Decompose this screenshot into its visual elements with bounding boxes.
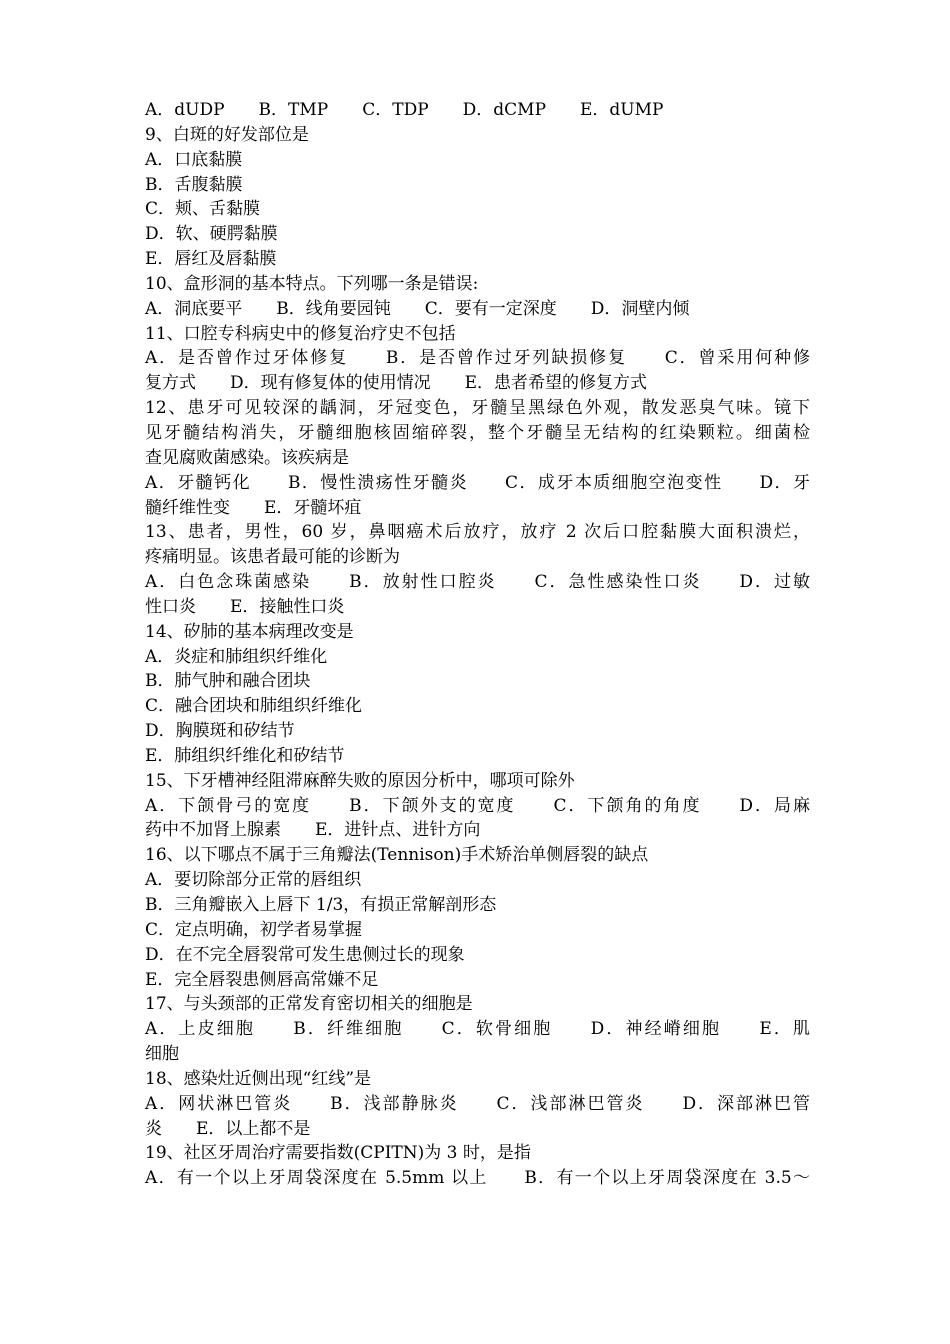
text-line: 疼痛明显。该患者最可能的诊断为 <box>145 547 400 568</box>
text-line: 17、与头颈部的正常发育密切相关的细胞是 <box>145 994 473 1015</box>
text-line: A．上皮细胞 B．纤维细胞 C．软骨细胞 D．神经嵴细胞 E．肌 <box>145 1019 810 1040</box>
text-line: 18、感染灶近侧出现“红线”是 <box>145 1068 372 1089</box>
text-line: 髓纤维性变 E．牙髓坏疽 <box>145 497 362 518</box>
text-line: 细胞 <box>145 1044 179 1065</box>
text-line: 15、下牙槽神经阻滞麻醉失败的原因分析中，哪项可除外 <box>145 770 575 791</box>
text-line: A．下颌骨弓的宽度 B．下颌外支的宽度 C．下颌角的角度 D．局麻 <box>145 795 810 816</box>
text-line: B．三角瓣嵌入上唇下 1/3，有损正常解剖形态 <box>145 895 497 915</box>
text-line: B．肺气肿和融合团块 <box>145 671 311 692</box>
text-line: A．dUDP B．TMP C．TDP D．dCMP E．dUMP <box>145 100 664 120</box>
text-line: 19、社区牙周治疗需要指数(CPITN)为 3 时，是指 <box>145 1143 531 1164</box>
text-line: A．白色念珠菌感染 B．放射性口腔炎 C．急性感染性口炎 D．过敏 <box>145 572 810 593</box>
text-line: A．网状淋巴管炎 B．浅部静脉炎 C．浅部淋巴管炎 D．深部淋巴管 <box>145 1093 810 1114</box>
text-line: 9、白斑的好发部位是 <box>145 124 309 145</box>
text-line: D．软、硬腭黏膜 <box>145 224 278 245</box>
text-line: 药中不加肾上腺素 E．进针点、进针方向 <box>145 820 481 841</box>
text-line: 复方式 D．现有修复体的使用情况 E．患者希望的修复方式 <box>145 373 648 394</box>
text-line: 14、矽肺的基本病理改变是 <box>145 621 354 642</box>
text-line: A．口底黏膜 <box>145 149 243 170</box>
text-line: E．完全唇裂患侧唇高常嫌不足 <box>145 969 379 990</box>
text-line: C．融合团块和肺组织纤维化 <box>145 696 363 717</box>
text-line: E．唇红及唇黏膜 <box>145 249 277 270</box>
text-line: A．牙髓钙化 B．慢性溃疡性牙髓炎 C．成牙本质细胞空泡变性 D．牙 <box>145 472 810 493</box>
text-line: A．要切除部分正常的唇组织 <box>145 870 362 891</box>
text-line: B．舌腹黏膜 <box>145 174 243 195</box>
text-line: 16、以下哪点不属于三角瓣法(Tennison)手术矫治单侧唇裂的缺点 <box>145 845 649 866</box>
document-body <box>145 98 810 1191</box>
text-line: 炎 E．以上都不是 <box>145 1118 311 1139</box>
text-line: C．定点明确，初学者易掌握 <box>145 919 363 940</box>
text-line: C．颊、舌黏膜 <box>145 199 261 220</box>
text-line: 13、患者，男性，60 岁，鼻咽癌术后放疗，放疗 2 次后口腔黏膜大面积溃烂， <box>145 522 810 543</box>
text-line: 查见腐败菌感染。该疾病是 <box>145 447 349 468</box>
text-line: D．胸膜斑和矽结节 <box>145 721 295 742</box>
text-line: 性口炎 E．接触性口炎 <box>145 596 345 617</box>
text-line: A．洞底要平 B．线角要园钝 C．要有一定深度 D．洞壁内倾 <box>145 298 690 319</box>
text-line: 11、口腔专科病史中的修复治疗史不包括 <box>145 323 456 344</box>
text-line: A．有一个以上牙周袋深度在 5.5mm 以上 B．有一个以上牙周袋深度在 3.5～ <box>145 1168 810 1189</box>
text-line: A．炎症和肺组织纤维化 <box>145 646 328 667</box>
text-line: 10、盒形洞的基本特点。下列哪一条是错误: <box>145 273 479 294</box>
text-line: A．是否曾作过牙体修复 B．是否曾作过牙列缺损修复 C．曾采用何种修 <box>145 348 810 369</box>
text-line: 见牙髓结构消失，牙髓细胞核固缩碎裂，整个牙髓呈无结构的红染颗粒。细菌检 <box>145 422 810 443</box>
text-line: E．肺组织纤维化和矽结节 <box>145 745 345 766</box>
text-line: D．在不完全唇裂常可发生患侧过长的现象 <box>145 944 465 965</box>
text-line: 12、患牙可见较深的龋洞，牙冠变色，牙髓呈黑绿色外观，散发恶臭气味。镜下 <box>145 398 810 419</box>
